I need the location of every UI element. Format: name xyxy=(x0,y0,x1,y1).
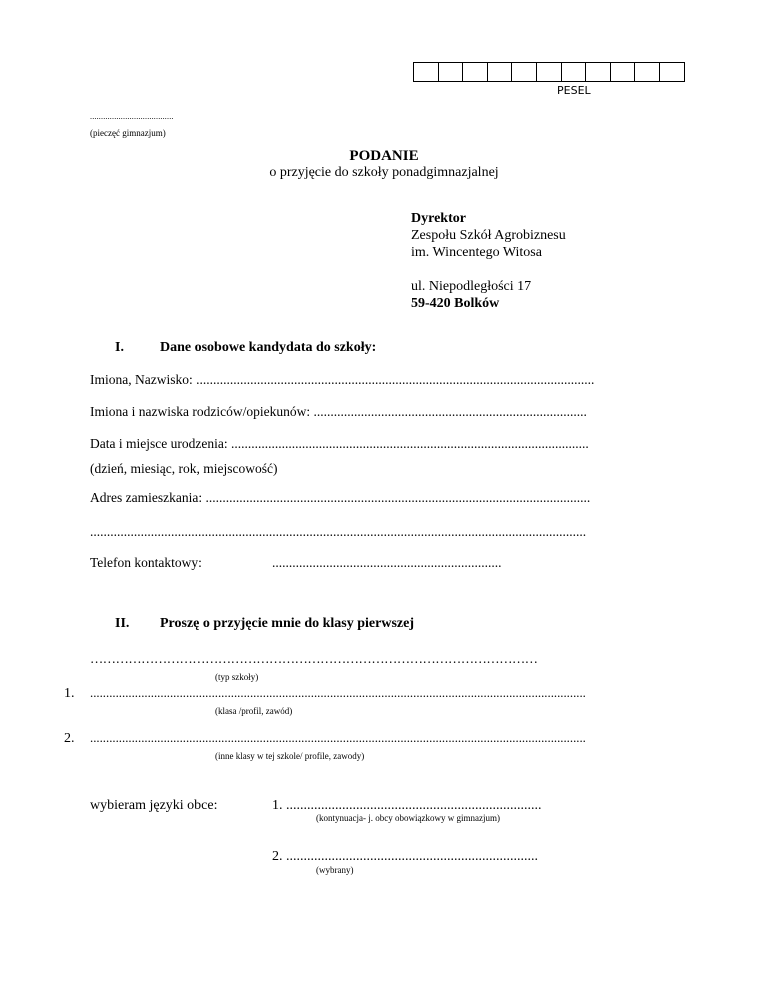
document-title: PODANIE xyxy=(349,148,419,164)
pesel-digit-cell[interactable] xyxy=(537,63,562,81)
recipient-patron: im. Wincentego Witosa xyxy=(411,245,542,260)
languages-label: wybieram języki obce: xyxy=(90,798,218,813)
other-classes-caption: (inne klasy w tej szkole/ profile, zawody) xyxy=(215,751,365,761)
section-2-number: II. xyxy=(115,616,130,631)
school-type-caption: (typ szkoły) xyxy=(215,672,259,682)
section-1-number: I. xyxy=(115,340,124,355)
item-1-number: 1. xyxy=(64,686,75,701)
language-2-field[interactable]: 2. ........................................................................ xyxy=(272,849,538,864)
name-field[interactable]: Imiona, Nazwisko: ...................................................................................................................... xyxy=(90,372,595,387)
pesel-digit-cell[interactable] xyxy=(488,63,513,81)
pesel-digit-cell[interactable] xyxy=(586,63,611,81)
pesel-digit-cell[interactable] xyxy=(512,63,537,81)
recipient-school: Zespołu Szkół Agrobiznesu xyxy=(411,228,566,243)
address-continuation-field[interactable]: ................................................................................................................................................... xyxy=(90,524,587,539)
pesel-label: PESEL xyxy=(557,84,591,97)
pesel-digit-cell[interactable] xyxy=(562,63,587,81)
recipient-street: ul. Niepodległości 17 xyxy=(411,279,532,294)
pesel-digit-cell[interactable] xyxy=(414,63,439,81)
pesel-digit-cell[interactable] xyxy=(660,63,685,81)
recipient-city: 59-420 Bolków xyxy=(411,296,500,311)
pesel-digit-cell[interactable] xyxy=(611,63,636,81)
section-2-title: Proszę o przyjęcie mnie do klasy pierwszej xyxy=(160,616,415,631)
pesel-digit-cell[interactable] xyxy=(635,63,660,81)
class-profile-field[interactable]: ........................................................................................................................................................... xyxy=(90,686,586,700)
language-1-field[interactable]: 1. ......................................................................... xyxy=(272,798,542,813)
phone-label: Telefon kontaktowy: xyxy=(90,555,202,570)
school-type-field[interactable]: …………………………………………………………………………………………… xyxy=(90,651,538,666)
pesel-input-grid[interactable] xyxy=(413,62,685,82)
stamp-dots: ...................................... xyxy=(90,112,174,121)
item-2-number: 2. xyxy=(64,731,75,746)
other-classes-field[interactable]: ........................................................................................................................................................... xyxy=(90,731,586,745)
recipient-title: Dyrektor xyxy=(411,211,466,226)
class-profile-caption: (klasa /profil, zawód) xyxy=(215,706,293,716)
parents-field[interactable]: Imiona i nazwiska rodziców/opiekunów: ................................................................................. xyxy=(90,404,587,419)
birth-hint: (dzień, miesiąc, rok, miejscowość) xyxy=(90,461,278,476)
document-subtitle: o przyjęcie do szkoły ponadgimnazjalnej xyxy=(269,165,499,180)
birth-field[interactable]: Data i miejsce urodzenia: .......................................................................................................... xyxy=(90,436,589,451)
section-1-title: Dane osobowe kandydata do szkoły: xyxy=(160,340,377,355)
phone-field[interactable]: .................................................................... xyxy=(272,555,502,570)
language-2-caption: (wybrany) xyxy=(316,865,354,875)
pesel-digit-cell[interactable] xyxy=(439,63,464,81)
language-1-caption: (kontynuacja- j. obcy obowiązkowy w gimnazjum) xyxy=(316,813,500,823)
pesel-digit-cell[interactable] xyxy=(463,63,488,81)
stamp-caption: (pieczęć gimnazjum) xyxy=(90,128,166,138)
address-field[interactable]: Adres zamieszkania: .................................................................................................................. xyxy=(90,490,591,505)
